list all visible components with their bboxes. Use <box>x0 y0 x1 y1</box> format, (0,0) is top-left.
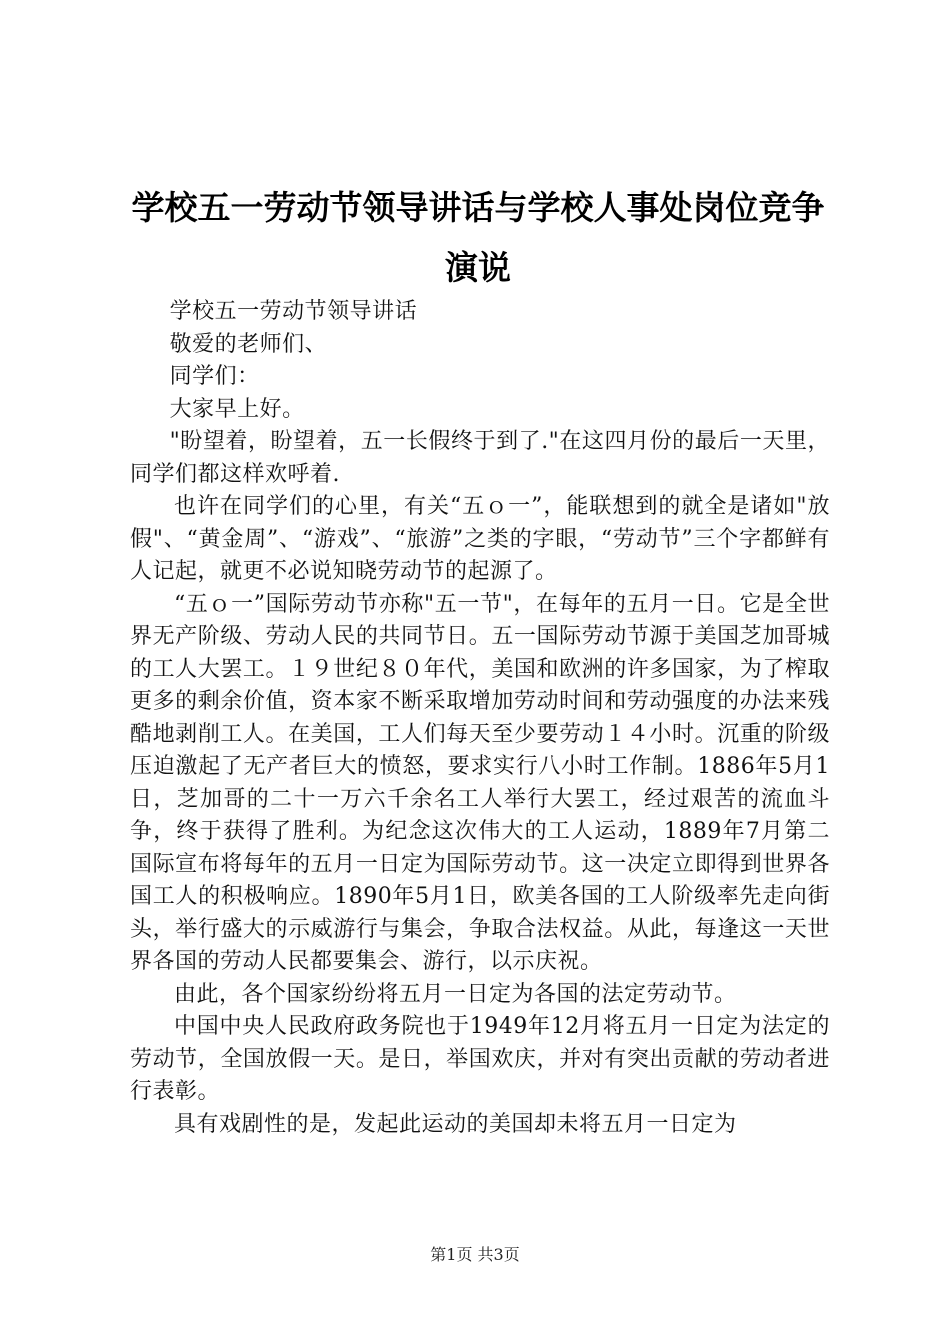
paragraph-usa: 具有戏剧性的是，发起此运动的美国却未将五月一日定为 <box>174 1111 737 1137</box>
paragraph-greeting-3: 大家早上好。 <box>169 396 305 422</box>
document-title: 学校五一劳动节领导讲话与学校人事处岗位竞争演说 <box>131 188 825 287</box>
paragraph-legal-holiday: 由此，各个国家纷纷将五月一日定为各国的法定劳动节。 <box>174 981 737 1007</box>
paragraph-subtitle: 学校五一劳动节领导讲话 <box>169 299 418 324</box>
paragraph-china: 中国中央人民政府政务院也于1949年12月将五月一日定为法定的劳动节，全国放假一天。是日，举国欢庆，并对有突出贡献的劳动者进行表彰。 <box>130 1014 830 1104</box>
paragraph-intro: "盼望着，盼望着，五一长假终于到了."在这四月份的最后一天里，同学们都这样欢呼着. <box>130 429 830 487</box>
paragraph-greeting-2: 同学们： <box>169 364 260 389</box>
paragraph-greeting-1: 敬爱的老师们、 <box>169 331 328 357</box>
paragraph-thoughts: 也许在同学们的心里，有关“五ｏ一”，能联想到的就全是诸如"放假"、“黄金周”、“游戏”、“旅游”之类的字眼，“劳动节”三个字都鲜有人记起，就更不必说知晓劳动节的起源了。 <box>130 494 830 584</box>
paragraph-history: “五ｏ一”国际劳动节亦称"五一节"，在每年的五月一日。它是全世界无产阶级、劳动人民的共同节日。五一国际劳动节源于美国芝加哥城的工人大罢工。１９世纪８０年代，美国和欧洲的许多国家，为了榨取更多的剩余价值，资本家不断采取增加劳动时间和劳动强度的办法来残酷地剥削工人。在美国，工人们每天至少要劳动１４小时。沉重的阶级压迫激起了无产者巨大的愤怒，要求实行八小时工作制。1886年5月1日，芝加哥的二十一万六千余名工人举行大罢工，经过艰苦的流血斗争，终于获得了胜利。为纪念这次伟大的工人运动，1889年7月第二国际宣布将每年的五月一日定为国际劳动节。这一决定立即得到世界各国工人的积极响应。1890年5月1日，欧美各国的工人阶级率先走向街头，举行盛大的示威游行与集会，争取合法权益。从此，每逢这一天世界各国的劳动人民都要集会、游行，以示庆祝。 <box>130 591 830 974</box>
page-footer: 第1页 共3页 <box>430 1245 520 1264</box>
document-body <box>130 296 830 1141</box>
